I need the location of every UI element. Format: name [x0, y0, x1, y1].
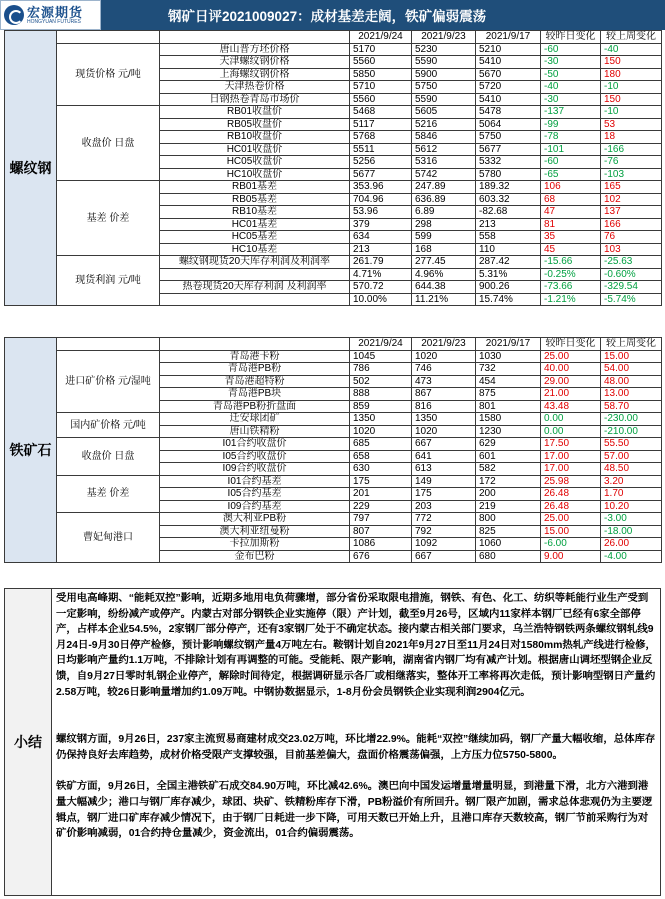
value-cell: 5332 [476, 156, 541, 169]
item-name: RB10收盘价 [160, 131, 350, 144]
group-label: 曹妃甸港口 [57, 513, 160, 563]
value-cell: 5750 [476, 131, 541, 144]
group-label: 基差 价差 [57, 181, 160, 256]
value-cell: 5612 [412, 143, 476, 156]
change-day-cell: 40.00 [541, 363, 601, 376]
value-cell: 5850 [350, 68, 412, 81]
table-row [5, 256, 662, 269]
change-week-cell: -103 [601, 168, 662, 181]
change-week-cell: 58.70 [601, 400, 662, 413]
value-cell: 644.38 [412, 281, 476, 294]
change-week-cell: -10 [601, 106, 662, 119]
column-header: 较上周变化 [601, 338, 662, 351]
change-day-cell: 35 [541, 231, 601, 244]
item-name: 唐山普方坯价格 [160, 43, 350, 56]
value-cell: 1350 [412, 413, 476, 426]
change-day-cell: 17.00 [541, 450, 601, 463]
header-blank [57, 31, 160, 44]
change-day-cell: -78 [541, 131, 601, 144]
value-cell: 658 [350, 450, 412, 463]
item-name: RB05基差 [160, 193, 350, 206]
value-cell: 5230 [412, 43, 476, 56]
change-day-cell: -50 [541, 68, 601, 81]
section-label: 铁矿石 [5, 338, 57, 563]
item-name: 青岛港PB粉 [160, 363, 350, 376]
value-cell: 353.96 [350, 181, 412, 194]
change-day-cell: -101 [541, 143, 601, 156]
item-name: 热卷现货20天库存利润 及利润率 [160, 281, 350, 294]
value-cell: 473 [412, 375, 476, 388]
column-header: 2021/9/17 [476, 31, 541, 44]
item-name: 青岛港PB块 [160, 388, 350, 401]
value-cell: 786 [350, 363, 412, 376]
value-cell: 5256 [350, 156, 412, 169]
value-cell: 5478 [476, 106, 541, 119]
change-day-cell: 26.48 [541, 488, 601, 501]
value-cell: 172 [476, 475, 541, 488]
item-name: HC10基差 [160, 243, 350, 256]
value-cell: 825 [476, 525, 541, 538]
value-cell: 1045 [350, 350, 412, 363]
value-cell: 287.42 [476, 256, 541, 269]
item-name: 青岛港卡粉 [160, 350, 350, 363]
value-cell: 5.31% [476, 268, 541, 281]
value-cell: 601 [476, 450, 541, 463]
item-name: 唐山铁精粉 [160, 425, 350, 438]
value-cell: 603.32 [476, 193, 541, 206]
change-week-cell: -329.54 [601, 281, 662, 294]
change-day-cell: -60 [541, 156, 601, 169]
value-cell: 213 [350, 243, 412, 256]
item-name: HC01收盘价 [160, 143, 350, 156]
change-day-cell: 25.00 [541, 350, 601, 363]
page-title: 钢矿日评2021009027：成材基差走阔，铁矿偏弱震荡 [101, 0, 665, 30]
change-day-cell: 9.00 [541, 550, 601, 563]
table-row [5, 513, 662, 526]
value-cell: 175 [412, 488, 476, 501]
summary-paragraph-ore: 铁矿方面，9月26日，全国主港铁矿石成交84.90万吨，环比减42.6%。澳巴向中国发运增量增量明显，到港量下滑，北方六港到港量大幅减少；港口与钢厂库存减少，球团、块矿、铁精粉库存下滑，PB粉溢价有所回升。钢厂限产加剧，需求总体悲观仍为主要逻辑点，钢厂进口矿库存减少情况下，由于钢厂日耗进一步下降，可用天数已开始上升，且港口库存天数较高，钢厂节前采购行为对矿价影响减弱，01合约持仓量减少，资金流出，01合约偏弱震荡。 [56, 781, 653, 840]
value-cell: 792 [412, 525, 476, 538]
item-name: 澳大利亚PB粉 [160, 513, 350, 526]
value-cell: 11.21% [412, 293, 476, 306]
value-cell: 247.89 [412, 181, 476, 194]
value-cell: 5210 [476, 43, 541, 56]
table-row [5, 475, 662, 488]
value-cell: 1030 [476, 350, 541, 363]
change-day-cell: 47 [541, 206, 601, 219]
value-cell: 599 [412, 231, 476, 244]
table-row [5, 106, 662, 119]
value-cell: 15.74% [476, 293, 541, 306]
value-cell: 5468 [350, 106, 412, 119]
value-cell: 5677 [476, 143, 541, 156]
value-cell: 801 [476, 400, 541, 413]
value-cell: 5677 [350, 168, 412, 181]
value-cell: 634 [350, 231, 412, 244]
change-day-cell: 81 [541, 218, 601, 231]
value-cell: 667 [412, 550, 476, 563]
change-week-cell: 76 [601, 231, 662, 244]
change-week-cell: 57.00 [601, 450, 662, 463]
value-cell: 900.26 [476, 281, 541, 294]
value-cell: 10.00% [350, 293, 412, 306]
value-cell: 5780 [476, 168, 541, 181]
change-day-cell: 45 [541, 243, 601, 256]
change-day-cell: 17.00 [541, 463, 601, 476]
item-name [160, 268, 350, 281]
change-week-cell: 165 [601, 181, 662, 194]
item-name: I01合约收盘价 [160, 438, 350, 451]
value-cell: 5670 [476, 68, 541, 81]
logo-text [27, 6, 83, 25]
value-cell: 1020 [350, 425, 412, 438]
value-cell: 558 [476, 231, 541, 244]
value-cell: 816 [412, 400, 476, 413]
value-cell: 379 [350, 218, 412, 231]
change-day-cell: 21.00 [541, 388, 601, 401]
change-week-cell: -5.74% [601, 293, 662, 306]
value-cell: 613 [412, 463, 476, 476]
value-cell: 5316 [412, 156, 476, 169]
value-cell: 201 [350, 488, 412, 501]
column-header: 2021/9/24 [350, 338, 412, 351]
change-week-cell: 18 [601, 131, 662, 144]
change-week-cell: -10 [601, 81, 662, 94]
item-name: HC10收盘价 [160, 168, 350, 181]
value-cell: 5605 [412, 106, 476, 119]
change-week-cell: -166 [601, 143, 662, 156]
value-cell: 704.96 [350, 193, 412, 206]
value-cell: 5710 [350, 81, 412, 94]
value-cell: 5560 [350, 56, 412, 69]
value-cell: 667 [412, 438, 476, 451]
change-day-cell: 26.48 [541, 500, 601, 513]
group-label: 现货利润 元/吨 [57, 256, 160, 306]
header-blank [57, 338, 160, 351]
value-cell: 807 [350, 525, 412, 538]
change-day-cell: 68 [541, 193, 601, 206]
value-cell: 685 [350, 438, 412, 451]
column-header: 2021/9/23 [412, 31, 476, 44]
value-cell: 229 [350, 500, 412, 513]
value-cell: 53.96 [350, 206, 412, 219]
value-cell: 800 [476, 513, 541, 526]
change-day-cell: -99 [541, 118, 601, 131]
item-name: HC05基差 [160, 231, 350, 244]
change-week-cell: 48.50 [601, 463, 662, 476]
summary-panel [4, 588, 661, 896]
change-week-cell: 48.00 [601, 375, 662, 388]
change-week-cell: 102 [601, 193, 662, 206]
change-week-cell: 53 [601, 118, 662, 131]
header-blank [160, 31, 350, 44]
value-cell: 5560 [350, 93, 412, 106]
value-cell: 5750 [412, 81, 476, 94]
change-week-cell: 137 [601, 206, 662, 219]
value-cell: 5117 [350, 118, 412, 131]
item-name: 天津螺纹钢价格 [160, 56, 350, 69]
change-day-cell: 17.50 [541, 438, 601, 451]
change-day-cell: -30 [541, 93, 601, 106]
change-week-cell: 103 [601, 243, 662, 256]
value-cell: 1350 [350, 413, 412, 426]
value-cell: 1230 [476, 425, 541, 438]
value-cell: 797 [350, 513, 412, 526]
item-name: RB01基差 [160, 181, 350, 194]
item-name: 金布巴粉 [160, 550, 350, 563]
item-name: 日钢热卷青岛市场价 [160, 93, 350, 106]
item-name: 青岛港超特粉 [160, 375, 350, 388]
change-week-cell: 55.50 [601, 438, 662, 451]
change-week-cell: 15.00 [601, 350, 662, 363]
value-cell: 676 [350, 550, 412, 563]
change-day-cell: -73.66 [541, 281, 601, 294]
value-cell: 629 [476, 438, 541, 451]
change-day-cell: -60 [541, 43, 601, 56]
change-day-cell: 0.00 [541, 425, 601, 438]
value-cell: 680 [476, 550, 541, 563]
value-cell: 298 [412, 218, 476, 231]
change-week-cell: -76 [601, 156, 662, 169]
value-cell: 4.71% [350, 268, 412, 281]
item-name: I05合约收盘价 [160, 450, 350, 463]
value-cell: 5410 [476, 93, 541, 106]
column-header: 较上周变化 [601, 31, 662, 44]
value-cell: 200 [476, 488, 541, 501]
item-name: 卡拉加斯粉 [160, 538, 350, 551]
summary-paragraph-macro: 受用电高峰期、“能耗双控”影响，近期多地用电负荷骤增，部分省份采取限电措施，钢铁、有色、化工、纺织等耗能行业生产受到一定影响，纷纷减产或停产。内蒙古对部分钢铁企业实施停（限）产计划，截至9月26号，区域内11家样本钢厂已经有6家全部停产，占样本企业54.5%，2家钢厂部分停产，还有3家钢厂处于不确定状态。接内蒙古相关部门要求，乌兰浩特钢铁两条螺纹钢轧线9月24日-9月30日停产检修，预计影响螺纹钢产量4万吨左右。鞍钢计划自2021年9月27日至11月24日对1580mm热轧产线进行检修，日均影响产量约1.1万吨，不排除计划有再调整的可能。受能耗、限产影响，湖南省内钢厂均有减产计划。根据唐山调坯型钢企业反馈，自9月27日零时轧钢企业停产，解除时间待定，根据调研显示各厂或相继落实，整体开工率将再次走低，预计影响型钢日产量约2.58万吨，较26日影响量增加约1.09万吨。中钢协数据显示，1-8月份会员钢铁企业实现利润2904亿元。 [56, 593, 656, 698]
section-label: 螺纹钢 [5, 31, 57, 306]
change-week-cell: 180 [601, 68, 662, 81]
change-day-cell: 43.48 [541, 400, 601, 413]
change-day-cell: -65 [541, 168, 601, 181]
header [0, 0, 665, 30]
item-name: 青岛港PB粉折盘面 [160, 400, 350, 413]
change-week-cell: -0.60% [601, 268, 662, 281]
value-cell: 175 [350, 475, 412, 488]
table-row [5, 43, 662, 56]
change-day-cell: 25.98 [541, 475, 601, 488]
column-header: 2021/9/17 [476, 338, 541, 351]
table-header-row [5, 338, 662, 351]
value-cell: 1060 [476, 538, 541, 551]
change-week-cell: -18.00 [601, 525, 662, 538]
change-week-cell: 13.00 [601, 388, 662, 401]
value-cell: 1020 [412, 350, 476, 363]
value-cell: 203 [412, 500, 476, 513]
change-day-cell: 106 [541, 181, 601, 194]
column-header: 较昨日变化 [541, 338, 601, 351]
value-cell: 772 [412, 513, 476, 526]
change-day-cell: -0.25% [541, 268, 601, 281]
value-cell: 5216 [412, 118, 476, 131]
change-week-cell: 54.00 [601, 363, 662, 376]
value-cell: 5720 [476, 81, 541, 94]
item-name: 天津热卷价格 [160, 81, 350, 94]
change-week-cell: -40 [601, 43, 662, 56]
table-row [5, 181, 662, 194]
group-label: 基差 价差 [57, 475, 160, 513]
value-cell: 1086 [350, 538, 412, 551]
change-week-cell: 10.20 [601, 500, 662, 513]
item-name: HC01基差 [160, 218, 350, 231]
value-cell: 641 [412, 450, 476, 463]
logo-en: HONGYUAN FUTURES [27, 18, 81, 25]
logo-icon [4, 5, 24, 25]
summary-label: 小结 [5, 589, 52, 895]
change-day-cell: -15.66 [541, 256, 601, 269]
value-cell: 875 [476, 388, 541, 401]
table-row [5, 350, 662, 363]
item-name: RB01收盘价 [160, 106, 350, 119]
change-day-cell: -1.21% [541, 293, 601, 306]
item-name: I09合约基差 [160, 500, 350, 513]
change-week-cell: -210.00 [601, 425, 662, 438]
item-name: I09合约收盘价 [160, 463, 350, 476]
value-cell: 5768 [350, 131, 412, 144]
value-cell: 110 [476, 243, 541, 256]
change-day-cell: 25.00 [541, 513, 601, 526]
group-label: 国内矿价格 元/吨 [57, 413, 160, 438]
value-cell: 630 [350, 463, 412, 476]
logo-cn: 宏源期货 [27, 4, 84, 20]
column-header: 2021/9/24 [350, 31, 412, 44]
value-cell: 261.79 [350, 256, 412, 269]
value-cell: 5410 [476, 56, 541, 69]
change-week-cell: 26.00 [601, 538, 662, 551]
value-cell: 5900 [412, 68, 476, 81]
item-name: 上海螺纹钢价格 [160, 68, 350, 81]
change-day-cell: -137 [541, 106, 601, 119]
ore-table [4, 337, 662, 563]
value-cell: 5846 [412, 131, 476, 144]
value-cell: 1020 [412, 425, 476, 438]
change-week-cell: 150 [601, 93, 662, 106]
item-name: HC05收盘价 [160, 156, 350, 169]
value-cell: 6.89 [412, 206, 476, 219]
group-label: 进口矿价格 元/湿吨 [57, 350, 160, 413]
change-day-cell: -40 [541, 81, 601, 94]
value-cell: 867 [412, 388, 476, 401]
column-header: 2021/9/23 [412, 338, 476, 351]
value-cell: 189.32 [476, 181, 541, 194]
column-header: 较昨日变化 [541, 31, 601, 44]
value-cell: 219 [476, 500, 541, 513]
item-name: RB10基差 [160, 206, 350, 219]
value-cell: 277.45 [412, 256, 476, 269]
item-name [160, 293, 350, 306]
value-cell: 4.96% [412, 268, 476, 281]
change-week-cell: 1.70 [601, 488, 662, 501]
table-row [5, 413, 662, 426]
value-cell: 1580 [476, 413, 541, 426]
change-day-cell: 15.00 [541, 525, 601, 538]
change-day-cell: -30 [541, 56, 601, 69]
change-week-cell: -230.00 [601, 413, 662, 426]
value-cell: 5590 [412, 93, 476, 106]
value-cell: 5170 [350, 43, 412, 56]
value-cell: 168 [412, 243, 476, 256]
item-name: 澳大利亚纽曼粉 [160, 525, 350, 538]
item-name: 迁安球团矿 [160, 413, 350, 426]
value-cell: 570.72 [350, 281, 412, 294]
value-cell: 502 [350, 375, 412, 388]
table-header-row [5, 31, 662, 44]
group-label: 现货价格 元/吨 [57, 43, 160, 106]
value-cell: 5064 [476, 118, 541, 131]
value-cell: 746 [412, 363, 476, 376]
value-cell: 732 [476, 363, 541, 376]
change-week-cell: 3.20 [601, 475, 662, 488]
header-blank [160, 338, 350, 351]
change-day-cell: -6.00 [541, 538, 601, 551]
item-name: I05合约基差 [160, 488, 350, 501]
value-cell: -82.68 [476, 206, 541, 219]
change-day-cell: 0.00 [541, 413, 601, 426]
value-cell: 454 [476, 375, 541, 388]
value-cell: 888 [350, 388, 412, 401]
change-week-cell: -25.63 [601, 256, 662, 269]
item-name: RB05收盘价 [160, 118, 350, 131]
value-cell: 5742 [412, 168, 476, 181]
item-name: 螺纹钢现货20天库存利润及利润率 [160, 256, 350, 269]
value-cell: 149 [412, 475, 476, 488]
value-cell: 5590 [412, 56, 476, 69]
group-label: 收盘价 日盘 [57, 438, 160, 476]
value-cell: 636.89 [412, 193, 476, 206]
change-week-cell: -4.00 [601, 550, 662, 563]
group-label: 收盘价 日盘 [57, 106, 160, 181]
summary-body [52, 589, 660, 895]
summary-paragraph-rebar: 螺纹钢方面，9月26日，237家主流贸易商建材成交23.02万吨，环比增22.9%。能耗“双控”继续加码，钢厂产量大幅收缩，总体库存仍保持良好去库趋势，成材价格受限产支撑较强，目前基差偏大，盘面价格震荡偏强，上方压力位5750-5800。 [56, 734, 656, 761]
change-week-cell: 166 [601, 218, 662, 231]
item-name: I01合约基差 [160, 475, 350, 488]
change-week-cell: 150 [601, 56, 662, 69]
value-cell: 859 [350, 400, 412, 413]
value-cell: 213 [476, 218, 541, 231]
value-cell: 582 [476, 463, 541, 476]
value-cell: 1092 [412, 538, 476, 551]
change-day-cell: 29.00 [541, 375, 601, 388]
company-logo [0, 0, 101, 30]
table-row [5, 438, 662, 451]
steel-table [4, 30, 662, 306]
value-cell: 5511 [350, 143, 412, 156]
change-week-cell: -3.00 [601, 513, 662, 526]
